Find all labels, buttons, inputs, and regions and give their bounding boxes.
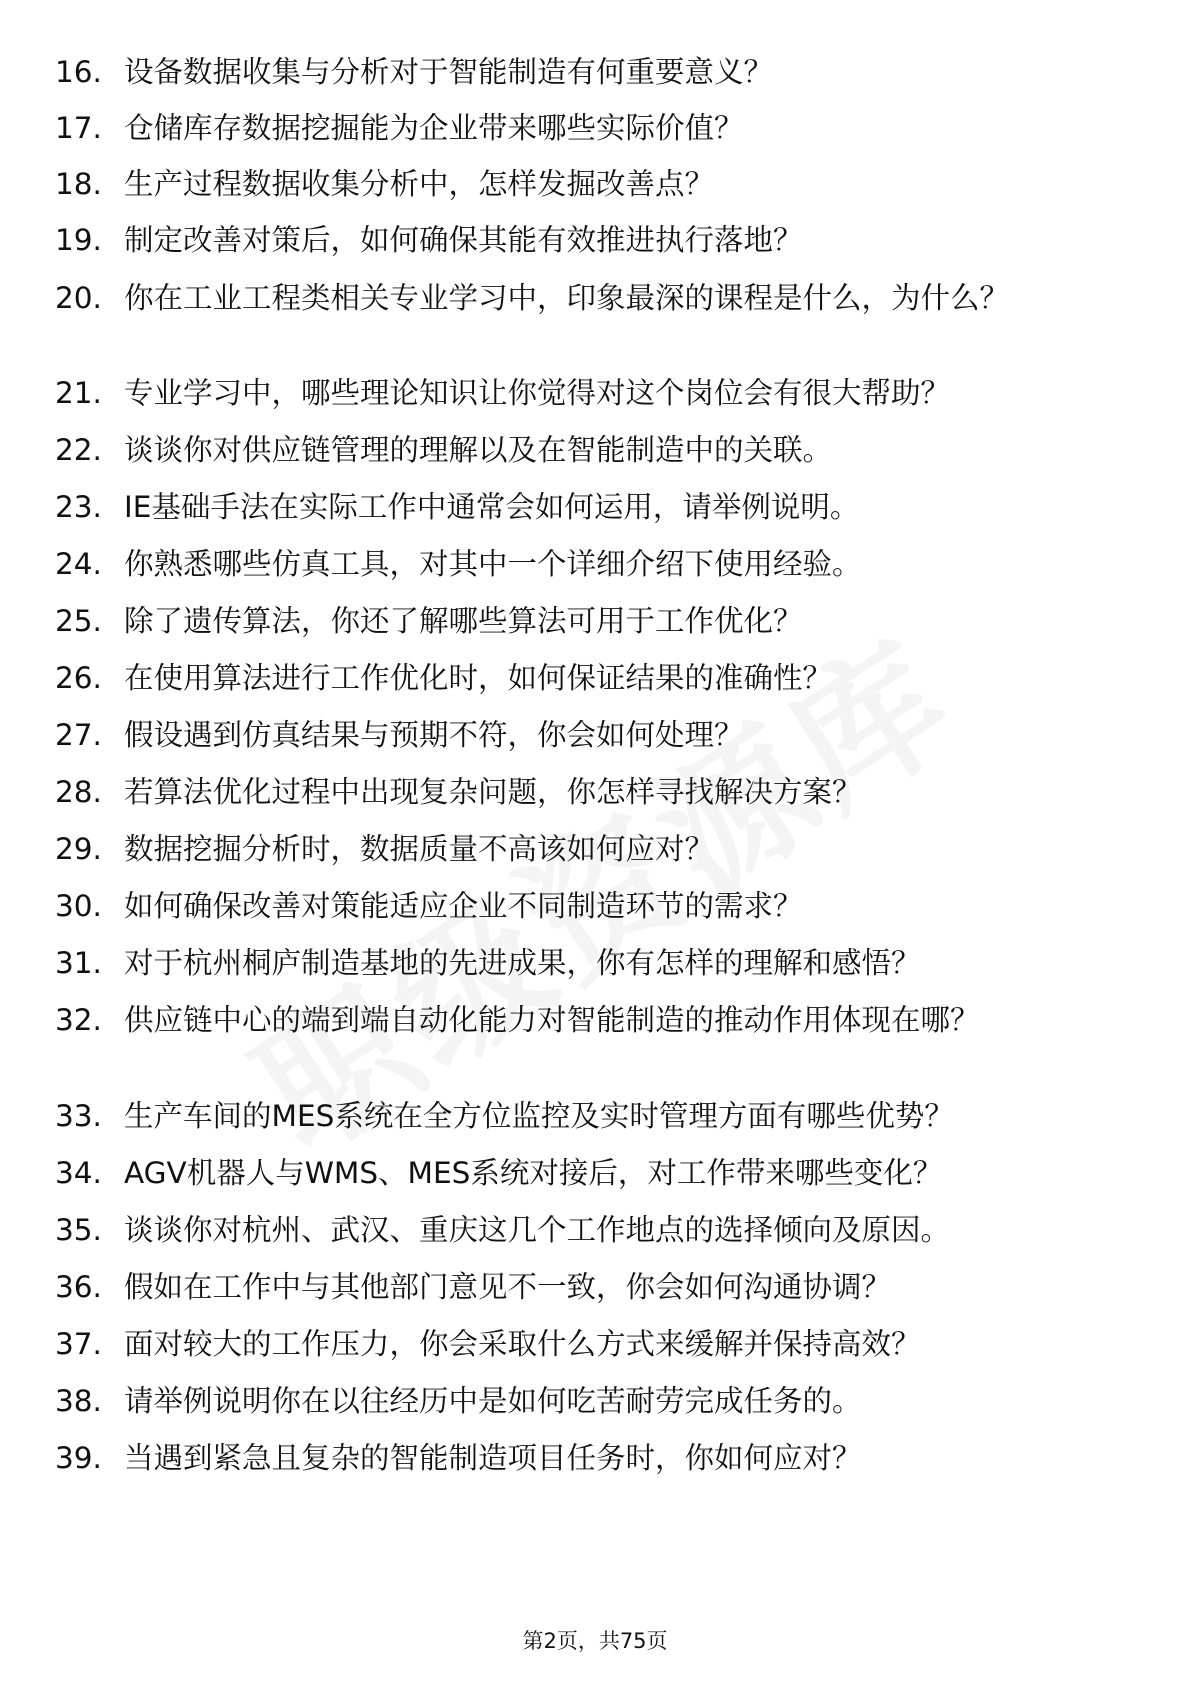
- question-item: [55, 772, 1115, 812]
- question-text: 你在工业工程类相关专业学习中，印象最深的课程是什么，为什么？: [124, 281, 1010, 315]
- question-item: [55, 1267, 1115, 1307]
- question-number: 27.: [55, 718, 102, 752]
- question-item: [55, 715, 1115, 755]
- question-text: 在使用算法进行工作优化时，如何保证结果的准确性？: [124, 661, 833, 695]
- question-number: 24.: [55, 547, 102, 581]
- question-number: 19.: [55, 223, 102, 257]
- question-item: [55, 278, 1115, 318]
- question-text: 数据挖掘分析时，数据质量不高该如何应对？: [124, 832, 715, 866]
- question-text: 如何确保改善对策能适应企业不同制造环节的需求？: [124, 889, 803, 923]
- question-item: [55, 52, 1115, 92]
- question-text: 生产车间的MES系统在全方位监控及实时管理方面有哪些优势？: [124, 1099, 954, 1133]
- question-item: [55, 220, 1115, 260]
- question-text: 谈谈你对供应链管理的理解以及在智能制造中的关联。: [124, 433, 833, 467]
- question-number: 26.: [55, 661, 102, 695]
- question-text: 你熟悉哪些仿真工具，对其中一个详细介绍下使用经验。: [124, 547, 862, 581]
- question-text: 假如在工作中与其他部门意见不一致，你会如何沟通协调？: [124, 1270, 892, 1304]
- question-item: [55, 1381, 1115, 1421]
- question-item: [55, 1153, 1115, 1193]
- question-item: [55, 1438, 1115, 1478]
- question-text: 请举例说明你在以往经历中是如何吃苦耐劳完成任务的。: [124, 1384, 862, 1418]
- question-item: [55, 108, 1115, 148]
- question-item: [55, 658, 1115, 698]
- question-text: 若算法优化过程中出现复杂问题，你怎样寻找解决方案？: [124, 775, 862, 809]
- question-text: 仓储库存数据挖掘能为企业带来哪些实际价值？: [124, 111, 744, 145]
- question-item: [55, 829, 1115, 869]
- question-number: 33.: [55, 1099, 102, 1133]
- question-number: 22.: [55, 433, 102, 467]
- question-item: [55, 1324, 1115, 1364]
- question-number: 35.: [55, 1213, 102, 1247]
- question-item: [55, 373, 1115, 413]
- question-text: 假设遇到仿真结果与预期不符，你会如何处理？: [124, 718, 744, 752]
- question-text: 专业学习中，哪些理论知识让你觉得对这个岗位会有很大帮助？: [124, 376, 951, 410]
- question-text: 制定改善对策后，如何确保其能有效推进执行落地？: [124, 223, 803, 257]
- question-item: [55, 164, 1115, 204]
- page-footer: 第2页，共75页: [522, 1629, 668, 1653]
- question-number: 32.: [55, 1003, 102, 1037]
- question-text: 生产过程数据收集分析中，怎样发掘改善点？: [124, 167, 715, 201]
- question-text: 对于杭州桐庐制造基地的先进成果，你有怎样的理解和感悟？: [124, 946, 921, 980]
- question-number: 29.: [55, 832, 102, 866]
- question-item: [55, 886, 1115, 926]
- question-text: 面对较大的工作压力，你会采取什么方式来缓解并保持高效？: [124, 1327, 921, 1361]
- question-item: [55, 544, 1115, 584]
- question-item: [55, 1096, 1115, 1136]
- question-item: [55, 1000, 1115, 1040]
- question-text: IE基础手法在实际工作中通常会如何运用，请举例说明。: [124, 490, 860, 524]
- question-item: [55, 601, 1115, 641]
- question-number: 38.: [55, 1384, 102, 1418]
- question-number: 21.: [55, 376, 102, 410]
- question-item: [55, 1210, 1115, 1250]
- question-text: 除了遗传算法，你还了解哪些算法可用于工作优化？: [124, 604, 803, 638]
- question-number: 34.: [55, 1156, 102, 1190]
- question-text: 谈谈你对杭州、武汉、重庆这几个工作地点的选择倾向及原因。: [124, 1213, 951, 1247]
- question-item: [55, 487, 1115, 527]
- question-number: 39.: [55, 1441, 102, 1475]
- question-number: 20.: [55, 281, 102, 315]
- question-text: 设备数据收集与分析对于智能制造有何重要意义？: [124, 55, 774, 89]
- question-number: 36.: [55, 1270, 102, 1304]
- question-text: 当遇到紧急且复杂的智能制造项目任务时，你如何应对？: [124, 1441, 862, 1475]
- question-number: 31.: [55, 946, 102, 980]
- question-number: 28.: [55, 775, 102, 809]
- question-text: 供应链中心的端到端自动化能力对智能制造的推动作用体现在哪？: [124, 1003, 980, 1037]
- question-number: 17.: [55, 111, 102, 145]
- question-item: [55, 943, 1115, 983]
- question-item: [55, 430, 1115, 470]
- question-text: AGV机器人与WMS、MES系统对接后，对工作带来哪些变化？: [124, 1156, 943, 1190]
- question-number: 25.: [55, 604, 102, 638]
- question-number: 18.: [55, 167, 102, 201]
- question-number: 23.: [55, 490, 102, 524]
- question-number: 37.: [55, 1327, 102, 1361]
- question-number: 16.: [55, 55, 102, 89]
- question-number: 30.: [55, 889, 102, 923]
